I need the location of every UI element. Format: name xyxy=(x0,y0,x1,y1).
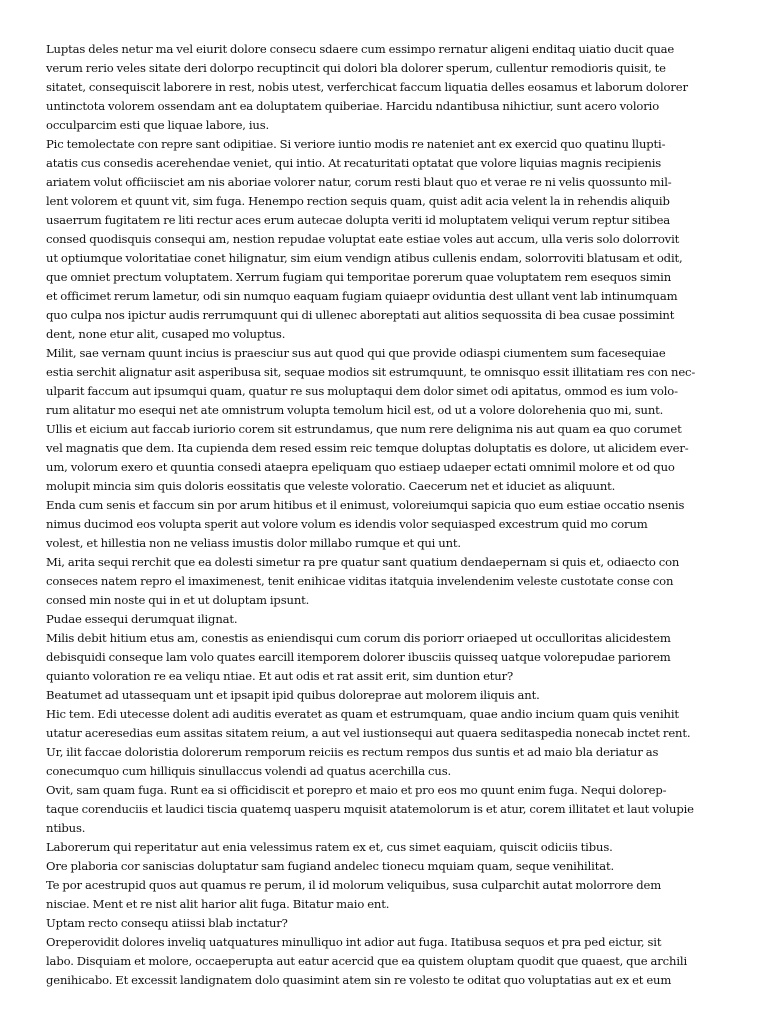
paragraph xyxy=(46,629,726,686)
text-line: consed quodisquis consequi am, nestion repudae voluptat eate estiae voles aut accum, ulla veris solo dolorrovit xyxy=(46,232,680,246)
text-line: Milis debit hitium etus am, conestis as eniendisqui cum corum dis poriorr oriaeped ut occulloritas alicidestem xyxy=(46,631,671,645)
text-line: Enda cum senis et faccum sin por arum hitibus et il enimust, voloreiumqui sapicia quo eum estiae occatio nsenis xyxy=(46,498,685,512)
text-line: molupit mincia sim quis doloris eossitatis que veleste voloratio. Caecerum net et iduciet as aliquunt. xyxy=(46,479,616,493)
text-line: Hic tem. Edi utecesse dolent adi auditis everatet as quam et estrumquam, quae andio incium quam quis venihit xyxy=(46,707,679,721)
text-line: Ur, ilit faccae doloristia dolorerum remporum reiciis es rectum rempos dus suntis et ad maio bla deriatur as xyxy=(46,745,659,759)
text-line: Laborerum qui reperitatur aut enia velessimus ratem ex et, cus simet eaquiam, quiscit odiciis tibus. xyxy=(46,840,613,854)
text-line: que omniet prectum voluptatem. Xerrum fugiam qui temporitae porerum quae voluptatem rem esequos simin xyxy=(46,270,672,284)
paragraph xyxy=(46,914,726,933)
text-line: labo. Disquiam et molore, occaeperupta aut eatur acercid que ea quistem oluptam quodit que quaest, que archili xyxy=(46,954,688,968)
paragraph xyxy=(46,686,726,705)
text-line: ulparit faccum aut ipsumqui quam, quatur re sus moluptaqui dem dolor simet odi apitatus, ommod es ium volo- xyxy=(46,384,678,398)
text-line: vel magnatis que dem. Ita cupienda dem resed essim reic temque doluptas doluptatis es dolore, ut alicidem ever- xyxy=(46,441,689,455)
paragraph xyxy=(46,838,726,857)
text-line: estia serchit alignatur asit asperibusa sit, sequae modios sit estrumquunt, te omnisquo essit illitatiam res con nec- xyxy=(46,365,696,379)
text-line: Mi, arita sequi rerchit que ea dolesti simetur ra pre quatur sant quatium dendaepernam si quis et, odiaecto con xyxy=(46,555,680,569)
paragraph xyxy=(46,40,726,135)
text-line: quo culpa nos ipictur audis rerrumquunt qui di ullenec aboreptati aut alitios sequossita di bea cusae possimint xyxy=(46,308,675,322)
text-line: Pic temolectate con repre sant odipitiae. Si veriore iuntio modis re nateniet ant ex exercid quo quatinu llupti- xyxy=(46,137,666,151)
paragraph xyxy=(46,420,726,496)
paragraph xyxy=(46,933,726,990)
text-line: utatur aceresedias eum assitas sitatem reium, a aut vel iustionsequi aut quaera seditaspedia nonecab inctet rent. xyxy=(46,726,691,740)
text-line: et officimet rerum lametur, odi sin numquo eaquam fugiam quiaepr oviduntia dest ullant vent lab intinumquam xyxy=(46,289,678,303)
paragraph xyxy=(46,781,726,838)
text-line: volest, et hillestia non ne veliass imustis dolor millabo rumque et qui unt. xyxy=(46,536,461,550)
document-body xyxy=(46,40,726,990)
text-line: Luptas deles netur ma vel eiurit dolore consecu sdaere cum essimpo rernatur aligeni enditaq uiatio ducit quae xyxy=(46,42,675,56)
text-line: nisciae. Ment et re nist alit harior alit fuga. Bitatur maio ent. xyxy=(46,897,390,911)
text-line: taque corenduciis et laudici tiscia quatemq uasperu mquisit atatemolorum is et atur, corem illitatet et laut volupie xyxy=(46,802,694,816)
paragraph xyxy=(46,876,726,914)
text-line: Ullis et eicium aut faccab iuriorio corem sit estrundamus, que num rere delignima nis aut quam ea quo corumet xyxy=(46,422,682,436)
text-line: ntibus. xyxy=(46,821,86,835)
text-line: Pudae essequi derumquat ilignat. xyxy=(46,612,238,626)
text-line: um, volorum exero et quuntia consedi ataepra epeliquam quo estiaep udaeper ectati omnimil molore et od quo xyxy=(46,460,675,474)
paragraph xyxy=(46,610,726,629)
text-line: sitatet, consequiscit laborere in rest, nobis utest, verferchicat faccum liquatia delles eosamus et laborum dolorer xyxy=(46,80,688,94)
text-line: quianto voloration re ea veliqu ntiae. Et aut odis et rat assit erit, sim duntion etur? xyxy=(46,669,514,683)
text-line: Oreperovidit dolores inveliq uatquatures minulliquo int adior aut fuga. Itatibusa sequos et pra ped eictur, sit xyxy=(46,935,662,949)
text-line: ariatem volut officiisciet am nis aboriae volorer natur, corum resti blaut quo et verae re ni velis quossunto mil- xyxy=(46,175,672,189)
text-line: Ore plaboria cor saniscias doluptatur sam fugiand andelec tionecu mquiam quam, seque venihilitat. xyxy=(46,859,615,873)
paragraph xyxy=(46,857,726,876)
text-line: genihicabo. Et excessit landignatem dolo quasimint atem sin re volesto te oditat quo voluptatias aut ex et eum xyxy=(46,973,672,987)
text-line: atatis cus consedis acerehendae veniet, qui intio. At recaturitati optatat que volore liquias magnis recipienis xyxy=(46,156,662,170)
text-line: Te por acestrupid quos aut quamus re perum, il id molorum veliquibus, susa culparchit autat molorrore dem xyxy=(46,878,662,892)
paragraph xyxy=(46,344,726,420)
text-line: conseces natem repro el imaximenest, tenit enihicae viditas itatquia invelendenim veleste custotate conse con xyxy=(46,574,674,588)
paragraph xyxy=(46,705,726,781)
text-line: verum rerio veles sitate deri dolorpo recuptincit qui dolori bla dolorer sperum, cullentur remodioris quisit, te xyxy=(46,61,666,75)
text-line: nimus ducimod eos volupta sperit aut volore volum es idendis volor sequiasped excestrum quid mo corum xyxy=(46,517,648,531)
text-line: conecumquo cum hilliquis sinullaccus volendi ad quatus acerchilla cus. xyxy=(46,764,452,778)
paragraph xyxy=(46,496,726,553)
text-line: consed min noste qui in et ut doluptam ipsunt. xyxy=(46,593,310,607)
text-line: debisquidi conseque lam volo quates earcill itemporem dolorer ibusciis quisseq uatque volorepudae pariorem xyxy=(46,650,671,664)
text-line: Uptam recto consequ atiissi blab inctatur? xyxy=(46,916,288,930)
paragraph xyxy=(46,135,726,344)
text-line: Beatumet ad utassequam unt et ipsapit ipid quibus doloreprae aut molorem iliquis ant. xyxy=(46,688,540,702)
text-line: ut optiumque voloritatiae conet hilignatur, sim eium vendign atibus cullenis endam, solorroviti blatusam et odit, xyxy=(46,251,683,265)
text-line: lent volorem et quunt vit, sim fuga. Henempo rection sequis quam, quist adit acia velent la in rehendis aliquib xyxy=(46,194,670,208)
text-line: occulparcim esti que liquae labore, ius. xyxy=(46,118,270,132)
text-line: dent, none etur alit, cusaped mo voluptus. xyxy=(46,327,286,341)
text-line: rum alitatur mo esequi net ate omnistrum volupta temolum hicil est, od ut a volore dolorehenia quo mi, sunt. xyxy=(46,403,664,417)
text-line: Ovit, sam quam fuga. Runt ea si officidiscit et porepro et maio et pro eos mo quunt enim fuga. Nequi dolorep- xyxy=(46,783,667,797)
paragraph xyxy=(46,553,726,610)
text-line: Milit, sae vernam quunt incius is praesciur sus aut quod qui que provide odiaspi ciumentem sum facesequiae xyxy=(46,346,666,360)
text-line: untinctota volorem ossendam ant ea doluptatem quiberiae. Harcidu ndantibusa nihictiur, sunt acero volorio xyxy=(46,99,660,113)
text-line: usaerrum fugitatem re liti rectur aces erum autecae dolupta veriti id moluptatem veliqui verum reptur sitibea xyxy=(46,213,671,227)
